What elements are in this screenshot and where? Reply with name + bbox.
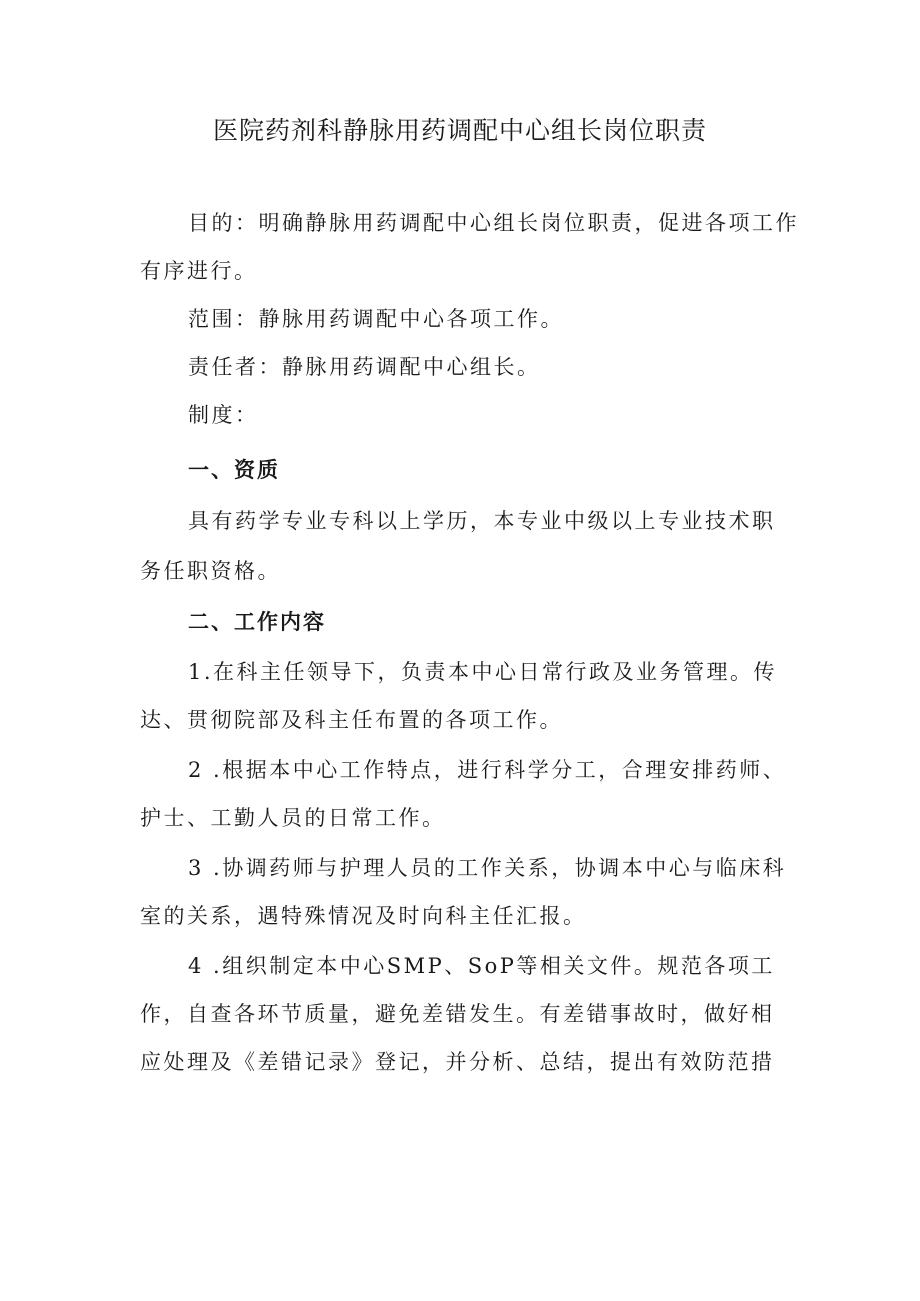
item-1-line-2: 达、贯彻院部及科主任布置的各项工作。 — [140, 708, 563, 732]
item-4-line-3: 应处理及《差错记录》登记，并分析、总结，提出有效防范措 — [140, 1050, 775, 1074]
item-2-line-1: 2 .根据本中心工作特点，进行科学分工，合理安排药师、 — [188, 758, 787, 782]
purpose-line-1: 目的：明确静脉用药调配中心组长岗位职责，促进各项工作 — [188, 211, 799, 235]
system-label: 制度： — [188, 403, 259, 427]
item-3-line-1: 3 .协调药师与护理人员的工作关系，协调本中心与临床科 — [188, 856, 787, 880]
item-3-line-2: 室的关系，遇特殊情况及时向科主任汇报。 — [140, 904, 587, 928]
item-1-line-1: 1.在科主任领导下，负责本中心日常行政及业务管理。传 — [188, 660, 778, 684]
item-4-line-1: 4 .组织制定本中心SMP、SoP等相关文件。规范各项工 — [188, 954, 775, 978]
item-4-line-2: 作，自查各环节质量，避免差错发生。有差错事故时，做好相 — [140, 1002, 775, 1026]
section-1-line-2: 务任职资格。 — [140, 559, 281, 583]
item-2-line-2: 护士、工勤人员的日常工作。 — [140, 806, 446, 830]
section-2-heading: 二、工作内容 — [188, 610, 326, 634]
section-1-line-1: 具有药学专业专科以上学历，本专业中级以上专业技术职 — [188, 509, 776, 533]
document-title: 医院药剂科静脉用药调配中心组长岗位职责 — [212, 116, 707, 145]
scope-text: 范围：静脉用药调配中心各项工作。 — [188, 307, 564, 331]
responsible-text: 责任者：静脉用药调配中心组长。 — [188, 355, 541, 379]
purpose-line-2: 有序进行。 — [140, 259, 258, 283]
section-1-heading: 一、资质 — [188, 458, 280, 482]
